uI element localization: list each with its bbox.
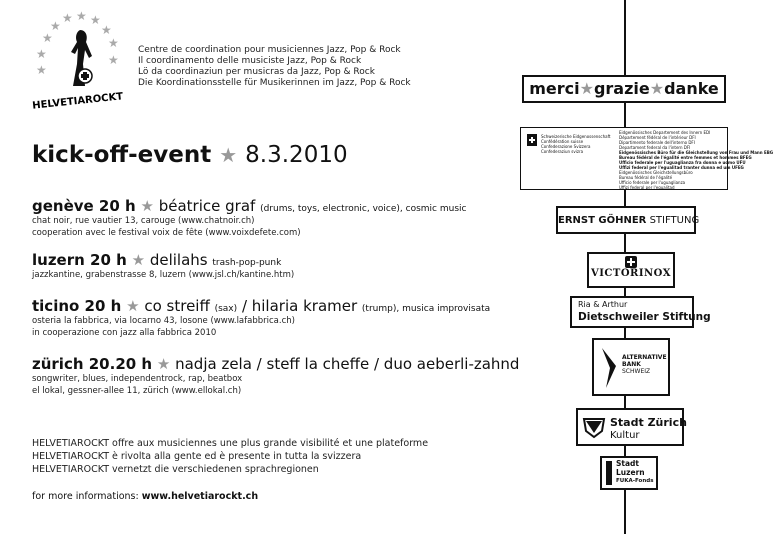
conf-text: Ufficio federale per l'uguaglianza <box>619 180 686 185</box>
sponsor-dietschweiler <box>570 296 711 328</box>
about-line: HELVETIAROCKT è rivolta alla gente ed è presente in tutta la svizzera <box>32 451 362 462</box>
svg-text:★: ★ <box>108 53 119 67</box>
venue-note: trash-pop-punk <box>212 258 282 268</box>
conf-text: Eidgenössisches Gleichstellungsbüro <box>619 170 693 175</box>
conf-text: Uffizi federal per l'egualitad <box>619 185 675 190</box>
event-date: 8.3.2010 <box>245 142 348 168</box>
dietsch-small: Ria & Arthur <box>578 300 628 309</box>
venue-luzern <box>32 251 294 281</box>
luzern-text: Stadt <box>616 459 640 468</box>
star-icon: ★ <box>126 297 140 315</box>
intro-line: Il coordinamento delle musiciste Jazz, Pop & Rock <box>138 56 362 66</box>
sponsor-stadt-luzern <box>600 456 658 490</box>
victorinox-name: VICTORINOX <box>591 268 671 279</box>
conf-text: Département fédéral de l'intérieur DFI <box>619 135 696 140</box>
event-name: kick-off-event <box>32 142 212 168</box>
venue-line: songwriter, blues, independentrock, rap, beatbox <box>32 374 243 384</box>
svg-text:★: ★ <box>42 31 53 45</box>
star-icon: ★ <box>156 355 171 373</box>
more-info <box>32 491 258 502</box>
dietsch-big: Dietschweiler Stiftung <box>578 311 711 323</box>
venue-line: osteria la fabbrica, via locarno 43, losone (www.lafabbrica.ch) <box>32 316 295 326</box>
intro-line: Centre de coordination pour musiciennes Jazz, Pop & Rock <box>138 45 401 55</box>
thanks-word: merci <box>529 79 580 98</box>
svg-text:★: ★ <box>76 9 87 23</box>
svg-text:★: ★ <box>50 19 61 33</box>
helvetiarockt-logo <box>28 9 128 112</box>
conf-text: Confederaziun svizra <box>541 149 584 154</box>
about-line: HELVETIAROCKT vernetzt die verschiedenen sprachregionen <box>32 464 319 475</box>
logo-wordmark: HELVETIAROCKT <box>31 91 124 112</box>
venue-note: (drums, toys, electronic, voice), cosmic music <box>260 204 467 214</box>
venue-line: cooperation avec le festival voix de fête (www.voixdefete.com) <box>32 228 301 238</box>
venue-line: el lokal, gessner-allee 11, zürich (www.ellokal.ch) <box>32 386 242 396</box>
victorinox-shield-icon <box>625 256 637 268</box>
venue-city: luzern 20 h <box>32 251 127 269</box>
zurich-name: Stadt Zürich <box>610 416 687 429</box>
about-block <box>32 437 428 476</box>
venue-line: in cooperazione con jazz alla fabbrica 2010 <box>32 328 217 338</box>
zurich-kultur: Kultur <box>610 430 640 441</box>
venue-artist: co streiff <box>144 297 210 315</box>
swiss-shield-icon <box>527 134 537 146</box>
conf-text: Bureau fédéral de l'égalité <box>619 175 673 180</box>
sponsor-confederation <box>520 127 773 190</box>
intro-line: Die Koordinationsstelle für Musikerinnen im Jazz, Pop & Rock <box>138 78 411 88</box>
venue-note: (sax) <box>214 304 238 314</box>
svg-text:★: ★ <box>90 13 101 27</box>
luzern-bar-icon <box>606 461 612 485</box>
svg-text:★: ★ <box>36 47 47 61</box>
star-icon: ★ <box>579 79 594 98</box>
conf-text: Bureau fédéral de l'égalité entre femmes et hommes BFEG <box>619 155 752 160</box>
venue-ticino <box>32 297 490 339</box>
svg-text:★: ★ <box>108 36 119 50</box>
conf-text: Dipartimento federale dell'interno DFI <box>619 140 695 145</box>
abs-text: ALTERNATIVE <box>622 354 667 361</box>
venue-line: chat noir, rue vautier 13, carouge (www.chatnoir.ch) <box>32 216 255 226</box>
venue-geneve <box>32 197 466 239</box>
conf-text: Uffizi federal per l'egualitad tranter dunna ed um UFEG <box>619 165 744 170</box>
conf-text: Eidgenössisches Büro für die Gleichstellung von Frau und Mann EBG <box>619 150 773 155</box>
sponsor-stadt-zurich <box>576 408 687 446</box>
star-icon: ★ <box>140 197 154 215</box>
venue-city: zürich 20.20 h <box>32 355 153 373</box>
thanks-sign <box>522 75 726 103</box>
venue-city: genève 20 h <box>32 197 136 215</box>
sponsor-alternative-bank <box>592 338 670 396</box>
conf-text: Confédération suisse <box>541 139 584 144</box>
intro-line: Lö da coordinaziun per musicras da Jazz, Pop & Rock <box>138 67 375 77</box>
event-title <box>32 142 348 168</box>
venue-zurich <box>32 355 519 397</box>
conf-text: Ufficio federale per l'uguaglianza fra donna e uomo UFU <box>619 160 746 165</box>
website-link[interactable]: www.helvetiarockt.ch <box>141 491 259 502</box>
star-icon: ★ <box>131 251 146 269</box>
thanks-word: danke <box>664 79 719 98</box>
conf-text: Eidgenössisches Departement des Innern EDI <box>619 130 711 135</box>
abs-text: SCHWEIZ <box>622 368 651 375</box>
venue-artist: béatrice graf <box>158 197 256 215</box>
svg-text:★: ★ <box>62 11 73 25</box>
about-line: HELVETIAROCKT offre aux musiciennes une plus grande visibilité et une plateforme <box>32 438 429 449</box>
venue-city: ticino 20 h <box>32 297 122 315</box>
star-icon: ★ <box>649 79 665 98</box>
goehner-name: ERNST GÖHNER <box>558 215 647 226</box>
zurich-crest-icon <box>582 415 606 439</box>
venue-note-2: (trump), musica improvisata <box>361 304 491 314</box>
conf-text: Schweizerische Eidgenossenschaft <box>541 134 611 139</box>
sponsor-goehner <box>556 206 700 234</box>
intro-block <box>138 45 411 89</box>
thanks-word: grazie <box>593 79 650 98</box>
conf-text: Departament federal da l'intern DFI <box>619 145 691 150</box>
venue-line: jazzkantine, grabenstrasse 8, luzern (www.jsl.ch/kantine.htm) <box>32 270 295 280</box>
more-label: for more informations: <box>32 491 139 502</box>
goehner-rest: STIFTUNG <box>649 215 700 226</box>
star-icon: ★ <box>219 143 238 167</box>
abs-logo-icon <box>600 346 618 390</box>
luzern-text: Luzern <box>616 467 645 477</box>
svg-text:★: ★ <box>36 63 47 77</box>
venue-artist: delilahs <box>149 251 208 269</box>
venue-artist-2: / hilaria kramer <box>241 297 358 315</box>
luzern-text: FUKA-Fonds <box>616 478 654 484</box>
abs-text: BANK <box>622 361 641 368</box>
svg-text:★: ★ <box>101 23 112 37</box>
venue-artist: nadja zela / steff la cheffe / duo aeberli-zahnd <box>175 355 520 373</box>
sponsor-victorinox <box>587 252 675 288</box>
conf-text: Confederazione Svizzera <box>541 144 591 149</box>
